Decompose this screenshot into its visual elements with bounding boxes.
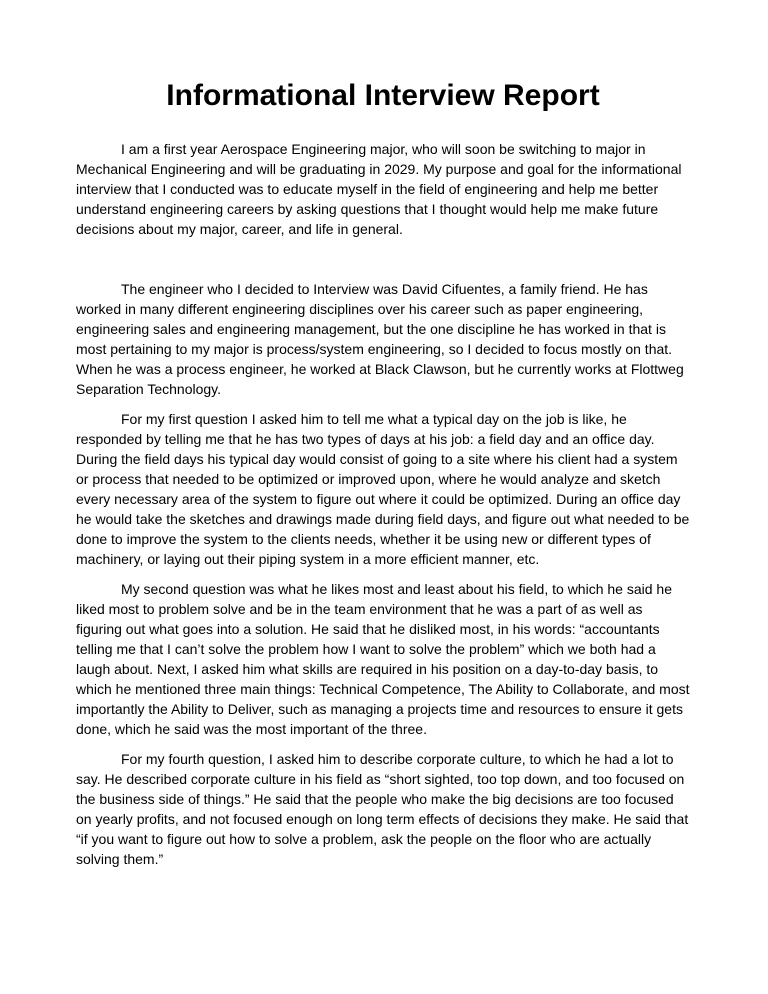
paragraph-introduction: I am a first year Aerospace Engineering major, who will soon be switching to major in Mechanical Engineering and will be graduating in 2029. My purpose and goal for the informational interview that I conducted was to educate myself in the field of engineering and help me better understand engineering careers by asking questions that I thought would help me make future decisions about my major, career, and life in general. [76,141,682,237]
document-title: Informational Interview Report [166,79,600,112]
paragraph-spacer [76,249,690,269]
paragraph-interviewee-background: The engineer who I decided to Interview was David Cifuentes, a family friend. He has worked in many different engineering disciplines over his career such as paper engineering, engineering sales and engineering management, but the one discipline he has worked in that is most pertaining to my major is process/system engineering, so I decided to focus mostly on that. When he was a process engineer, he worked at Black Clawson, but he currently works at Flottweg Separation Technology. [76,281,684,397]
paragraph-typical-day: For my first question I asked him to tell me what a typical day on the job is like, he responded by telling me that he has two types of days at his job: a field day and an office day. During the field days his typical day would consist of going to a site where his client had a system or process that needed to be optimized or improved upon, where he would analyze and sketch every necessary area of the system to figure out where it could be optimized. During an office day he would take the sketches and drawings made during field days, and figure out what needed to be done to improve the system to the clients needs, whether it be using new or different types of machinery, or laying out their piping system in a more efficient manner, etc. [76,411,690,567]
paragraph-corporate-culture: For my fourth question, I asked him to describe corporate culture, to which he had a lot to say. He described corporate culture in his field as “short sighted, too top down, and too focused on the business side of things.” He said that the people who make the big decisions are too focused on yearly profits, and not focused enough on long term effects of decisions they make. He said that “if you want to figure out how to solve a problem, ask the people on the floor who are actually solving them.” [76,751,689,867]
paragraph-likes-dislikes-skills: My second question was what he likes most and least about his field, to which he said he liked most to problem solve and be in the team environment that he was a part of as well as figuring out what goes into a solution. He said that he disliked most, in his words: “accountants telling me that I can’t solve the problem how I want to solve the problem” which we both had a laugh about. Next, I asked him what skills are required in his position on a day-to-day basis, to which he mentioned three main things: Technical Competence, The Ability to Collaborate, and most importantly the Ability to Deliver, such as managing a projects time and resources to ensure it gets done, which he said was the most important of the three. [76,581,690,737]
